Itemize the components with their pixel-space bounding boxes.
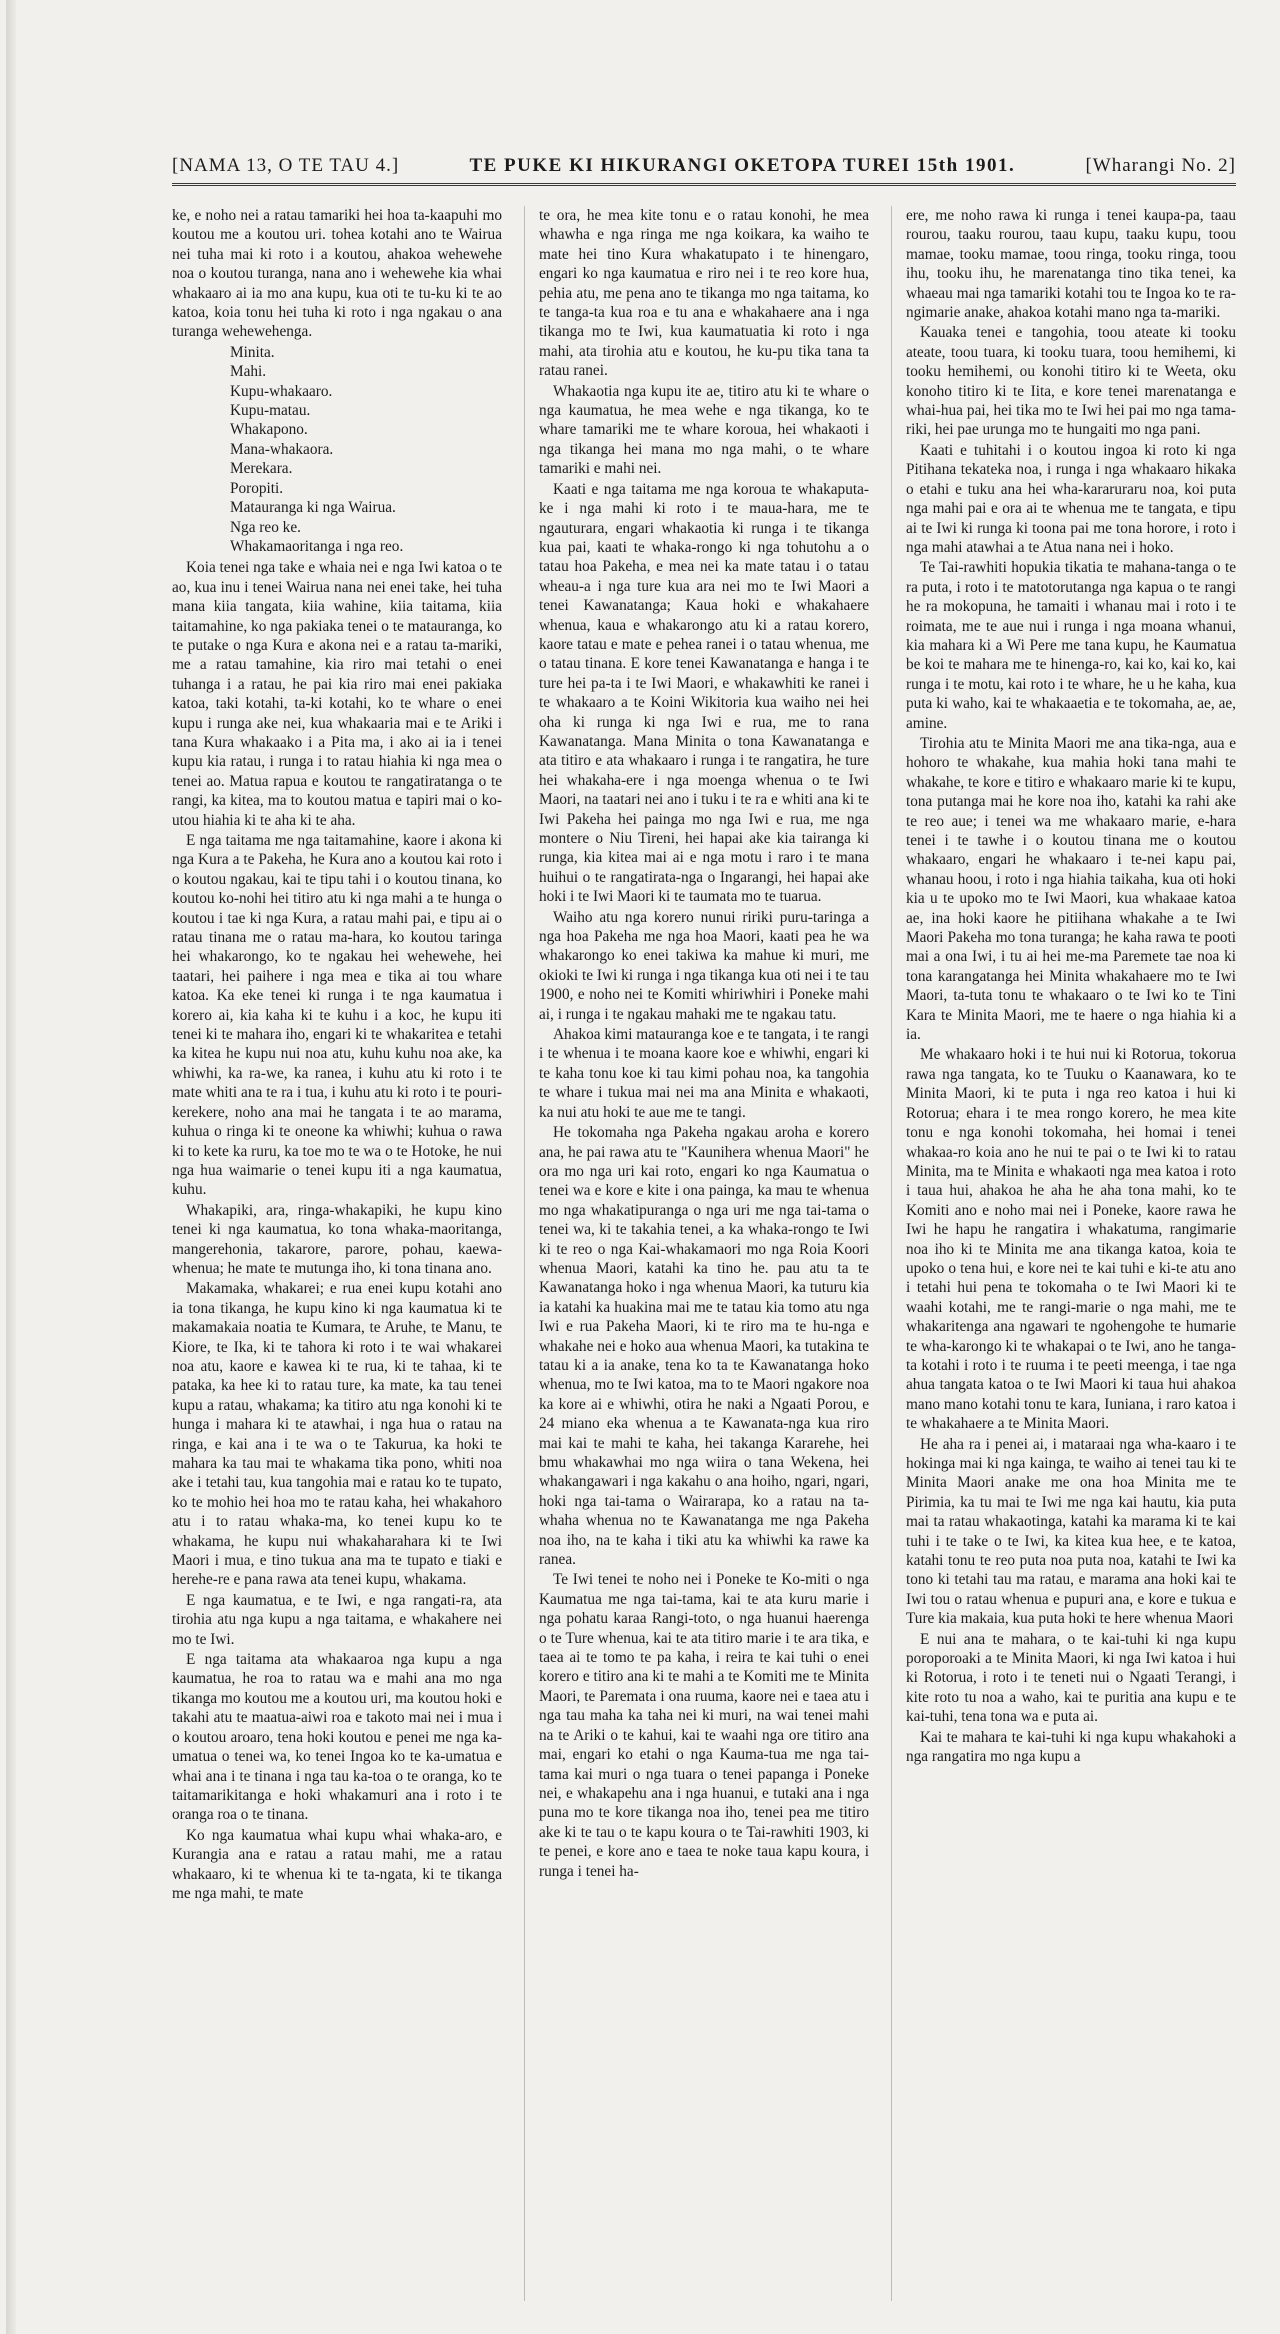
page-header <box>172 155 1236 186</box>
paragraph: te ora, he mea kite tonu e o ratau konohi, he mea whawha e nga ringa me nga koikara, ka waiho te mate hei tino Kura whakatupato i te hinengaro, engari ko nga kaumatua e riro nei i te reo kore hua, pehia atu, me pena ano te tikanga mo nga taitama, ko te tanga-ta kua roa e tu ana e whakahaere ana i nga tikanga mo te Iwi, kua kaumatuatia ki roto i nga mahi, ata tirohia atu e koutou, he ku-pu tika tana ta ratau ranei. <box>539 207 869 380</box>
paragraph: Kauaka tenei e tangohia, toou ateate ki tooku ateate, toou tuara, ki tooku tuara, toou hemihemi, ki tooku hemihemi, ou konohi titiro ki te Weeta, oku konoho titiro ki te Iita, e kore tenei marenatanga e whai-hua pai, hei tika mo te Iwi hei pai mo nga tama-riki, hei pae urunga mo te hungaiti mo nga pani. <box>906 324 1236 439</box>
list-item: Matauranga ki nga Wairua. <box>230 499 396 517</box>
paragraph: He aha ra i penei ai, i mataraai nga wha-kaaro i te hokinga mai ki nga kainga, te waiho ai tenei tau ki te Minita Maori anake me ona hoa Minita me te Pirimia, ka tu mai te Iwi me nga kai hautu, kia puta mai ta ratau whakaotinga, katahi ka marama ki te kai tuhi i te take o te Iwi, ka kitea kua hee, e te katoa, katahi tonu te reo puta noa puta noa, katahi te Iwi ka tono ki tetahi tau ma ratau, e marama ana hoki kai te Iwi tou o ratau whenua e pupuri ana, e kore e tukua e Ture kia makaia, kua puta hoki te here whenua Maori <box>906 1435 1236 1628</box>
paragraph: Waiho atu nga korero nunui ririki puru-taringa a nga hoa Pakeha me nga hoa Maori, kaati pea he wa whakarongo ko enei takiwa ka mahue ki muri, me okioki te Iwi ki runga i nga tikanga kua oti nei i te tau 1900, e noho nei te Komiti whiriwhiri i Poneke mahi ai, i runga i te ngakau mahaki me te ngakau tatu. <box>539 908 869 1023</box>
paragraph: Kaati e nga taitama me nga koroua te whakaputa-ke i nga mahi ki roto i te maua-hara, me te ngauturara, engari whakaotia ki runga i te tikanga kua pai, kaati te whaka-rongo ki nga tohutohu a o tatau hoa Pakeha, e mea nei ka mate tatau i o tatau wheau-a i nga ture kua ara nei mo te Iwi Maori a tenei Kawanatanga; Kaua hoki e whakahaere whenua, kaua e whakarongo atu ki a ratau korero, kaore tatau e mate e pehea ranei i o tatau whenua, me o tatau tinana. E kore tenei Kawanatanga e hanga i te ture hei pa-ta i te Iwi Maori, e whakawhiti ke ranei i te whakaaro a te Koini Wikitoria kua waiho nei hei oha ki runga ki nga Iwi e rua, me to rana Kawanatanga. Mana Minita o tona Kawanatanga e ata titiro e ata whakaaro i runga i te rangatira, he ture hei whakaha-ere i nga moenga whenua o te Iwi Maori, na taatari nei ano i tuku i te ra e whiti ana ki te Iwi Pakeha hei painga mo nga Iwi e rua, me nga montere o Niu Tireni, hei hapai ake kia tairanga ki runga, kia kitea mai ai e nga motu i raro i te mana huihui o te rangatirata-nga o Ingarangi, hei hapai ake hoki i te Iwi Maori ki te taumata mo te tuarua. <box>539 480 869 906</box>
list-item: Kupu-matau. <box>230 402 311 420</box>
gift-list <box>230 343 502 556</box>
text-columns <box>172 206 1236 2301</box>
paragraph: Te Tai-rawhiti hopukia tikatia te mahana-tanga o te ra puta, i roto i te matotorutanga nga kapua o te rangi he ra mokopuna, he tamaiti i whanau mai i roto i te roimata, me te aue nui i runga i nga moana whanui, kia mahara ki a Wi Pere me tana kupu, he Kaumatua be koi te mahara me te hinenga-ro, kai ko, kai ko, kai runga i te motu, kai roto i te whare, he u he kaha, kua puta ki waho, kai te whakaaetia e te tokomaha, ae, ae, amine. <box>906 559 1236 732</box>
list-item: Merekara. <box>230 460 293 478</box>
paragraph: Makamaka, whakarei; e rua enei kupu kotahi ano ia tona tikanga, he kupu kino ki nga kaumatua ki te makamakaia noatia te Kumara, te Aruhe, te Manu, te Kiore, te Ika, ki te tahora ki roto i te wai whakarei noa atu, kaore e kawea ki te rua, ki te tahaa, ki te pataka, ka hee ki to ratau ture, ka mate, ka tau tenei kupu a ratau, whakama; ka titiro atu nga konohi ki te hunga i mahara ki te atawhai, i nga hua o ratau na ringa, e kai ana i te wa o te Takurua, ka hoki te mahara ka tau mai te whakama tika pono, whiti noa ake i tetahi tau, kua tangohia mai e ratau ko te tupato, ko te mohio hei hoa mo te ratau kaha, hei whakahoro atu i to ratau whaka-ma, ko tenei kupu ko te whakama, he kupu nui whakaharahara ki te Iwi Maori i mua, e tino tukua ana ma te tupato e tiaki e herehe-re e pana rawa ata tenei kupu, whakama. <box>172 1280 502 1589</box>
paragraph: Whakapiki, ara, ringa-whakapiki, he kupu kino tenei ki nga kaumatua, ko tona whaka-maoritanga, mangerehonia, takarore, parore, pohau, kaewa-whenua; he mate te mutunga iho, ki tona tinana ano. <box>172 1201 502 1277</box>
paragraph: Te Iwi tenei te noho nei i Poneke te Ko-miti o nga Kaumatua me nga tai-tama, kai te ata kuru marie i nga pohatu karaa Rangi-toto, o nga huanui haerenga o te Ture whenua, kai te ata titiro marie i te ara tika, e taea ai te tomo te pa kaha, i reira te kai tuhi o enei korero e titiro ana ki te mahi a te Komiti me te Minita Maori, te Paremata i ona ruuma, kaore nei e taea atu i nga tau maha ka taha nei ki muri, na wai tenei mahi na te Ariki o te kahui, kai te waahi nga ore titiro ana mai, engari ko etahi o nga Kauma-tua me nga tai-tama kai muri o nga tuara o tenei papanga i Poneke nei, e whakapehu ana i nga huanui, e tutaki ana i nga puna mo te kore tikanga noa iho, tenei pea me titiro ake ki te tau o te kapu koura o te Tai-rawhiti 1903, ki te penei, e kore ano e taea te noke taua kapu koura, i runga i tenei ha- <box>539 1571 869 1880</box>
masthead-title: TE PUKE KI HIKURANGI OKETOPA TUREI 15th 1901. <box>469 155 1016 176</box>
paragraph: Ko nga kaumatua whai kupu whai whaka-aro, e Kurangia ana e ratau a ratau mahi, me a ratau whakaaro, ki te whenua ki te ta-ngata, ki te tikanga me nga mahi, te mate <box>172 1826 502 1902</box>
paragraph: ere, me noho rawa ki runga i tenei kaupa-pa, taau rourou, taaku rourou, taau kupu, taaku kupu, toou mamae, tooku mamae, toou ringa, tooku ringa, toou ihu, tooku ihu, he marenatanga tino tika tenei, ka whaeau mai nga tamariki kotahi tou te Ingoa ko te ra-ngimarie anake, ahakoa kotahi mano nga ta-mariki. <box>906 207 1236 322</box>
paragraph: Ahakoa kimi matauranga koe e te tangata, i te rangi i te whenua i te moana kaore koe e whiwhi, engari ki te kaha tonu koe ki tau kimi pohau noa, ka tangohia te whare i tukua mai nei ma ana Minita e whakaoti, ka nui atu hoki te aue me te tangi. <box>539 1026 869 1121</box>
issue-number: [NAMA 13, O TE TAU 4.] <box>172 155 400 176</box>
paragraph: Whakaotia nga kupu ite ae, titiro atu ki te whare o nga kaumatua, he mea wehe e nga tikanga, ko te whare tamariki me te whare koroua, hei whakaoti i nga tikanga hei mana mo nga mahi, o te whare tamariki e mahi nei. <box>539 382 869 478</box>
list-item: Nga reo ke. <box>230 518 301 536</box>
paragraph: He tokomaha nga Pakeha ngakau aroha e korero ana, he pai rawa atu te "Kaunihera whenua Maori" he ora mo nga uri kai roto, engari ko nga Kaumatua o tenei wa e kore e kite i ona painga, ka mau te whenua mo nga whakatipuranga o nga uri me nga tai-tama o tenei wa, ki te takahia tenei, a ka whaka-rongo te Iwi ki te reo o nga Kai-whakamaori mo nga Roia Koori whenua Maori, katahi ka tino he. pau atu ta te Kawanatanga hoko i nga whenua Maori, ka tuturu kia ia katahi ka huakina mai me te tatau kia tomo atu nga Iwi e rua Pakeha Maori, ki te riro ma te hu-nga e whakahe nei e hoko aua whenua Maori, ka tutakina te tatau ki a ia anake, tena ko ta te Kawanatanga hoko whenua, mo te Iwi katoa, ma to te Maori ngakore noa ka kore ai e whiwhi, otira he naki a Ngaati Porou, e 24 miano eka whenua a te Kawanata-nga kua riro mai kai te mahi te kaha, hei takanga Kararehe, hei bmu whakawhai mo nga wiira o tana Wekena, hei whakangawari i nga kakahu o ana hoiho, ngari, ngari, hoki nga tai-tama o Wairarapa, ko a ratau na ta-whaha whenua no te Kawanatanga me nga Pakeha noa iho, na te kaha i tiki atu ka whiwhi ka rawe ka ranea. <box>539 1124 869 1569</box>
paragraph: E nga taitama me nga taitamahine, kaore i akona ki nga Kura a te Pakeha, he Kura ano a koutou kai roto i o koutou ngakau, kai te tipu tahi i o koutou tinana, ko koutou ko-nohi hei titiro atu ki nga mahi a te hunga o koutou i tae ki nga Kura, a ratau mahi pai, e tipu ai o ratau tinana me o ratau ma-hara, ko koutou taringa hei whakarongo, ko te ngakau hei wehewehe, hei taatari, hei paihere i nga mea e tika ai tou whare katoa. Ka eke tenei ki runga i te nga kaumatua i korero ai, kia kaha ki te kuhu i a koc, he kupu iti tenei ki te mahara iho, engari ki te whakaritea e tetahi ka kitea he kupu nui noa atu, kuhu kuhu noa ake, ka whiwhi, ka ra-we, ka ranea, i kuhu atu ki roto i te mate whiti ana te ra i tua, i kuhu atu ki roto i te pouri-kerekere, noho ana mai he tangata i te ao marama, kuhua o ringa ki te oneone ka whiwhi; kuhua o rawa ki to kete ka ruru, ka toe mo te wa o te Hotoke, he nui nga hua waimarie o tenei kupu iti a nga kaumatua, kuhu. <box>172 832 502 1199</box>
list-item: Poropiti. <box>230 479 284 497</box>
paragraph: E nga kaumatua, e te Iwi, e nga rangati-ra, ata tirohia atu nga kupu a nga taitama, e whakahere nei mo te Iwi. <box>172 1591 502 1648</box>
list-item: Minita. <box>230 343 275 361</box>
paragraph: E nui ana te mahara, o te kai-tuhi ki nga kupu poroporoaki a te Minita Maori, ki nga Iwi katoa i hui ki Rotorua, i roto i te teneti nui o Ngaati Terangi, i kite roto tu noa a waho, kai te puritia ana kupu e te kai-tuhi, tena tona wa e puta ai. <box>906 1630 1236 1726</box>
paragraph: Koia tenei nga take e whaia nei e nga Iwi katoa o te ao, kua inu i tenei Wairua nana nei enei take, hei tuha mana kiia tangata, kiia wahine, kiia taitama, kiia taitamahine, ko nga pakiaka tenei o te matauranga, ko te putake o nga Kura e akona nei e a ratau ta-mariki, me a ratau tamahine, kia riro mai tetahi o enei tuhanga i a ratau, he pai kia riro mai enei pakiaka katoa, taki kotahi, ta-ki kotahi, ko te whare o enei kupu i runga ake nei, kua whakaaria mai e te Ariki i tana Kura whakaako i a Pita ma, i ako ai ia i tenei kupu kia ratau, i runga i to ratau hiahia ki nga mea o tenei ao. Matua rapua e koutou te rangatiratanga o te rangi, ka kitea, ma to koutou matua e tapiri mai o ko-utou hiahia ki te aha ki te aha. <box>172 559 502 829</box>
paragraph: Kai te mahara te kai-tuhi ki nga kupu whakahoki a nga rangatira mo nga kupu a <box>906 1728 1236 1766</box>
list-item: Kupu-whakaaro. <box>230 382 333 400</box>
column-1 <box>172 206 502 2301</box>
paragraph: Tirohia atu te Minita Maori me ana tika-nga, aua e hohoro te whakahe, kua mahia hoki tana mahi te whakahe, te kore e titiro e whakaaro marie ki te kupu, tona putanga mai he kore noa iho, katahi ka rahi ake te reo aue; i tenei wa me whakaaro marie, e-hara tenei i te tawhe i o koutou tinana me o koutou whakaaro, engari he whakaaro i te-nei kapu pai, whanau hoou, i roto i nga hiahia taikaha, kua oti hoki kia u te upoko mo te Iwi Maori, kua whakaae katoa ae, ina hoki kaore he pitiihana whakahe a te Iwi Maori Pakeha mo tona turanga; he kaha rawa te pooti mai a ona Iwi, i tu ai hei me-ma Paremete tae noa ki tona karangatanga hei Minita whakahaere mo te Iwi Maori, ta-tuta tonu te whakaaro o te Iwi ko te Tini Kara te Minita Maori, me te haere o nga hiahia ki a ia. <box>906 734 1236 1044</box>
column-2 <box>524 206 869 2301</box>
paragraph: Me whakaaro hoki i te hui nui ki Rotorua, tokorua rawa nga tangata, ko te Tuuku o Kaanawara, ko te Minita Maori, ki te puta i nga reo katoa i hui ki Rotorua; ehara i te mea rongo korero, he mea kite tonu e nga konohi tokomaha, hei homai i tenei whakaa-ro koia ano he nui te pai o te Iwi ki to ratau Minita, ma te Minita e whakaoti nga mea katoa i roto i taua hui, ahakoa he aha he aha tona mahi, ko te Komiti ano e noho mai nei i Poneke, kaore rawa he Iwi he hapu he rangatira i whakatuma, rangimarie noa iho ki te Minita me ana tikanga katoa, koia te upoko o tena hui, e kore nei te kai tuhi e ki-te atu ano i tetahi hui pena te tokomaha o te Iwi Maori ki te waahi kotahi, me te rangi-marie o nga mahi, me te whakaritenga ana ngawari te ngohengohe te humarie te wha-karongo ki te whakapai o te Iwi, ano he tanga-ta kotahi i roto i te ruuma i te peeti meenga, i tae nga ahua tangata katoa o te Iwi Maori ki taua hui ahakoa mano mano kotahi tonu te kara, Iuniana, i raro katoa i te whakahaere a te Minita Maori. <box>906 1046 1236 1433</box>
page-number: [Wharangi No. 2] <box>1085 155 1236 176</box>
paragraph: ke, e noho nei a ratau tamariki hei hoa ta-kaapuhi mo koutou me a koutou uri. tohea kotahi ano te Wairua nei tuha mai ki roto i a koutou, ahakoa wehewehe noa o koutou turanga, nana ano i wehewehe kia whai whakaaro ai ia mo ana kupu, kua oti te tu-ku ki te ao katoa, koia tonu hei tuha ki roto i nga ngakau o ana turanga wehewehenga. <box>172 207 502 341</box>
column-3 <box>891 206 1236 2301</box>
list-item: Mana-whakaora. <box>230 440 334 458</box>
paragraph: Kaati e tuhitahi i o koutou ingoa ki roto ki nga Pitihana tekateka noa, i runga i nga whakaaro hikaka o etahi e tuku ana hei wha-kararuraru noa, koi puta nga mahi pai e ora ai te whenua me te tangata, e tipu ai te Iwi ki runga ki toona pai me tona horore, i roto i nga mahi atawhai a te Atua nana nei i hoko. <box>906 441 1236 556</box>
list-item: Whakamaoritanga i nga reo. <box>230 537 404 555</box>
paragraph: E nga taitama ata whakaaroa nga kupu a nga kaumatua, he roa to ratau wa e mahi ana mo nga tikanga mo koutou me a koutou uri, ma koutou hoki e takahi atu te maatua-aiwi roa e takoto mai nei i mua i o koutou aroaro, tena hoki koutou e penei me nga ka-umatua o tenei wa, ko tenei Ingoa ko te ka-umatua e whai ana i te tinana i nga tau ka-toa o te oranga, ko te taitamarikitanga e hoki whakamuri ana i roto i te oranga roa o te tinana. <box>172 1651 502 1824</box>
list-item: Mahi. <box>230 363 267 381</box>
list-item: Whakapono. <box>230 421 308 439</box>
page-edge-shadow <box>6 0 16 2334</box>
